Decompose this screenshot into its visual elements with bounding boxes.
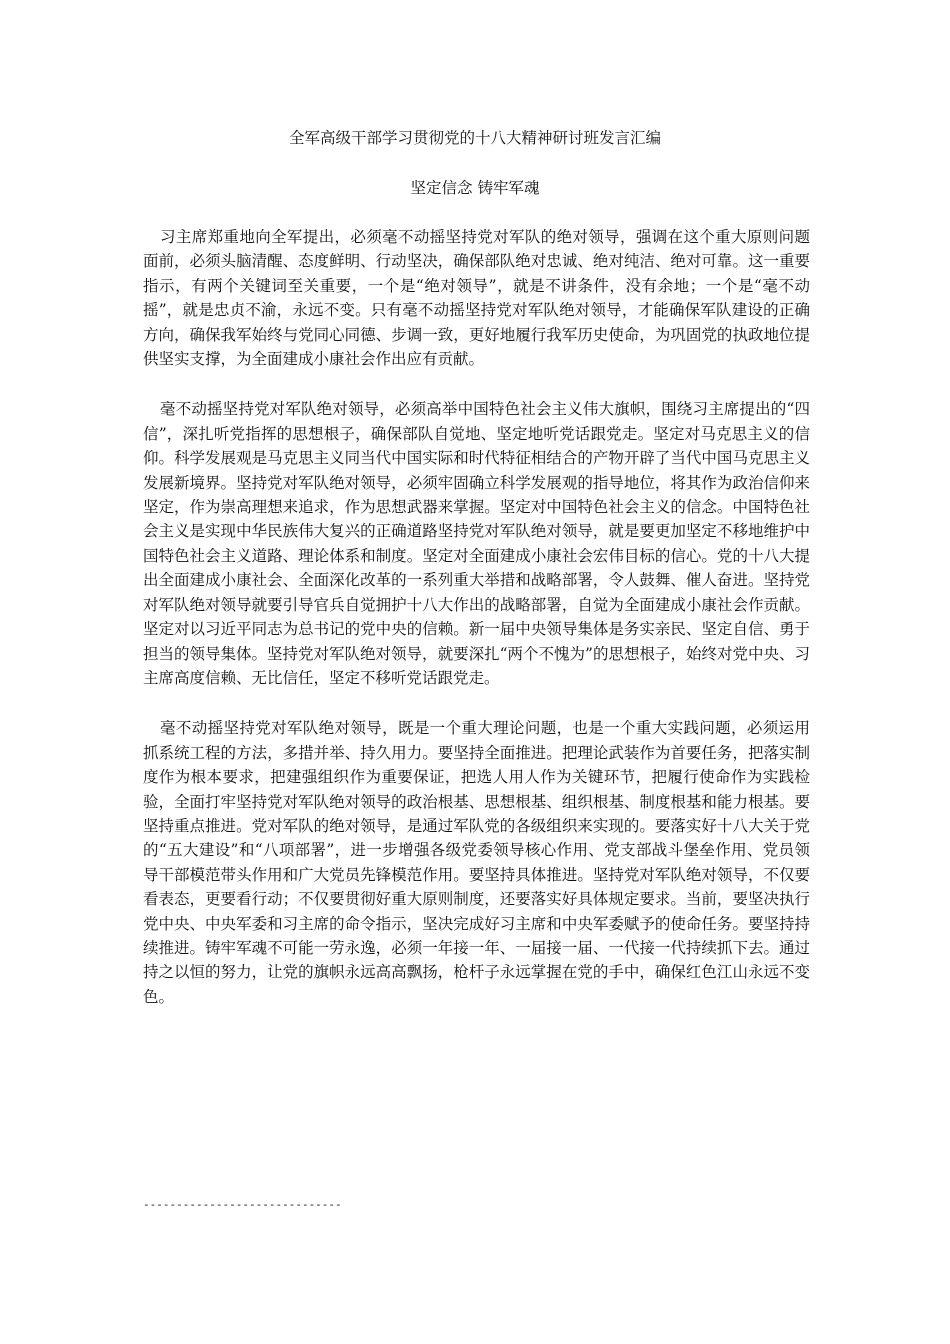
document-subtitle: 坚定信念 铸牢军魂 xyxy=(410,179,540,197)
body-paragraph: 习主席郑重地向全军提出，必须毫不动摇坚持党对军队的绝对领导，强调在这个重大原则问题面前，必须头脑清醒、态度鲜明、行动坚决，确保部队绝对忠诚、绝对纯洁、绝对可靠。这一重要指示，有两个关键词至关重要，一个是“绝对领导”，就是不讲条件，没有余地；一个是“毫不动摇”，就是忠贞不渝，永远不变。只有毫不动摇坚持党对军队绝对领导，才能确保军队建设的正确方向，确保我军始终与党同心同德、步调一致，更好地履行我军历史使命，为巩固党的执政地位提供坚实支撑，为全面建成小康社会作出应有贡献。 xyxy=(143,228,810,369)
document-body xyxy=(143,225,810,1035)
body-paragraph: 毫不动摇坚持党对军队绝对领导，既是一个重大理论问题，也是一个重大实践问题，必须运用抓系统工程的方法，多措并举、持久用力。要坚持全面推进。把理论武装作为首要任务，把落实制度作为根本要求，把建强组织作为重要保证，把选人用人作为关键环节，把履行使命作为实践检验，全面打牢坚持党对军队绝对领导的政治根基、思想根基、组织根基、制度根基和能力根基。要坚持重点推进。党对军队的绝对领导，是通过军队党的各级组织来实现的。要落实好十八大关于党的“五大建设”和“八项部署”，进一步增强各级党委领导核心作用、党支部战斗堡垒作用、党员领导干部模范带头作用和广大党员先锋模范作用。要坚持具体推进。坚持党对军队绝对领导，不仅要看表态，更要看行动；不仅要贯彻好重大原则制度，还要落实好具体规定要求。当前，要坚决执行党中央、中央军委和习主席的命令指示，坚决完成好习主席和中央军委赋予的使命任务。要坚持持续推进。铸牢军魂不可能一劳永逸，必须一年接一年、一届接一届、一代接一代持续抓下去。通过持之以恒的努力，让党的旗帜永远高高飘扬，枪杆子永远掌握在党的手中，确保红色江山永远不变色。 xyxy=(143,719,810,1006)
footnote-separator: ------------------------------ xyxy=(143,1198,342,1211)
body-paragraph: 毫不动摇坚持党对军队绝对领导，必须高举中国特色社会主义伟大旗帜，围绕习主席提出的“四信”，深扎听党指挥的思想根子，确保部队自觉地、坚定地听党话跟党走。坚定对马克思主义的信仰。科学发展观是马克思主义同当代中国实际和时代特征相结合的产物开辟了当代中国马克思主义发展新境界。坚持党对军队绝对领导，必须牢固确立科学发展观的指导地位，将其作为政治信仰来坚定，作为崇高理想来追求，作为思想武器来掌握。坚定对中国特色社会主义的信念。中国特色社会主义是实现中华民族伟大复兴的正确道路坚持党对军队绝对领导，就是要更加坚定不移地维护中国特色社会主义道路、理论体系和制度。坚定对全面建成小康社会宏伟目标的信心。党的十八大提出全面建成小康社会、全面深化改革的一系列重大举措和战略部署，令人鼓舞、催人奋进。坚持党对军队绝对领导就要引导官兵自觉拥护十八大作出的战略部署，自觉为全面建成小康社会作贡献。坚定对以习近平同志为总书记的党中央的信赖。新一届中央领导集体是务实亲民、坚定自信、勇于担当的领导集体。坚持党对军队绝对领导，就要深扎“两个不愧为”的思想根子，始终对党中央、习主席高度信赖、无比信任，坚定不移听党话跟党走。 xyxy=(143,400,810,687)
document-title: 全军高级干部学习贯彻党的十八大精神研讨班发言汇编 xyxy=(288,129,661,147)
